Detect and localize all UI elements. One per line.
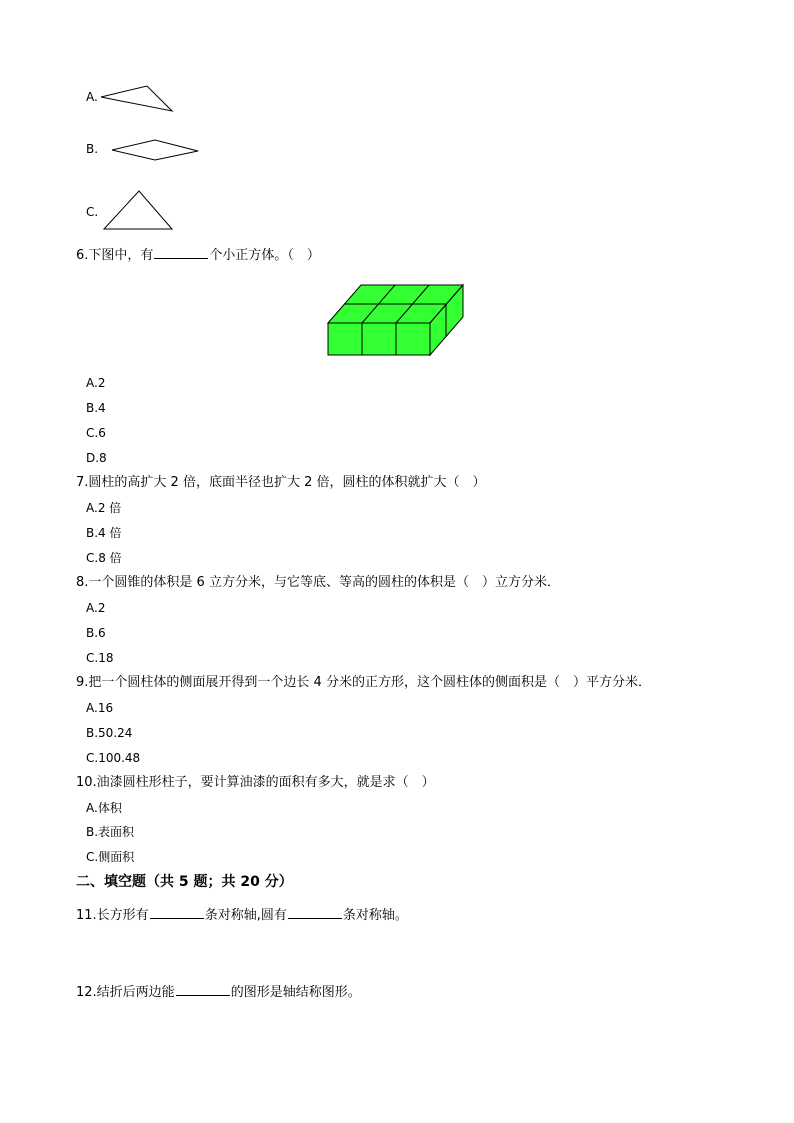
question-12-part1: 12.结折后两边能 <box>76 985 175 1000</box>
q6-option-a[interactable]: A.2 <box>86 376 106 390</box>
question-10: 10.油漆圆柱形柱子，要计算油漆的面积有多大，就是求（ ） <box>76 775 435 790</box>
q10-option-b[interactable]: B.表面积 <box>86 825 135 839</box>
q7-option-c[interactable]: C.8 倍 <box>86 551 122 565</box>
question-6-suffix: 个小正方体。（ ） <box>209 248 320 263</box>
question-6-prefix: 6.下图中，有 <box>76 248 154 263</box>
q10-option-a[interactable]: A.体积 <box>86 801 122 815</box>
q8-option-a[interactable]: A.2 <box>86 601 106 615</box>
q10-option-c[interactable]: C.侧面积 <box>86 850 135 864</box>
q7-option-a[interactable]: A.2 倍 <box>86 501 122 515</box>
question-12-part2: 的图形是轴结称图形。 <box>230 985 361 1000</box>
option-c-label[interactable]: C. <box>86 205 99 219</box>
question-11 <box>76 906 408 925</box>
question-11-part1: 11.长方形有 <box>76 908 149 923</box>
q6-option-d[interactable]: D.8 <box>86 451 107 465</box>
q6-option-b[interactable]: B.4 <box>86 401 106 415</box>
option-a-label[interactable]: A. <box>86 90 98 104</box>
q9-option-b[interactable]: B.50.24 <box>86 726 133 740</box>
q6-option-c[interactable]: C.6 <box>86 426 106 440</box>
q8-option-c[interactable]: C.18 <box>86 651 114 665</box>
answer-blank[interactable] <box>176 983 230 996</box>
question-11-part2: 条对称轴,圆有 <box>204 908 287 923</box>
question-8: 8.一个圆锥的体积是 6 立方分米，与它等底、等高的圆柱的体积是（ ）立方分米． <box>76 575 560 590</box>
answer-blank[interactable] <box>288 906 342 919</box>
question-12 <box>76 983 361 1002</box>
answer-blank[interactable] <box>150 906 204 919</box>
section-title: 二、填空题（共 5 题；共 20 分） <box>76 874 293 890</box>
q7-option-b[interactable]: B.4 倍 <box>86 526 122 540</box>
option-b-label[interactable]: B. <box>86 142 99 156</box>
question-7: 7.圆柱的高扩大 2 倍，底面半径也扩大 2 倍，圆柱的体积就扩大（ ） <box>76 475 486 490</box>
q9-option-a[interactable]: A.16 <box>86 701 114 715</box>
q9-option-c[interactable]: C.100.48 <box>86 751 141 765</box>
question-9: 9.把一个圆柱体的侧面展开得到一个边长 4 分米的正方形，这个圆柱体的侧面积是（ ）平方分米． <box>76 675 651 690</box>
q8-option-b[interactable]: B.6 <box>86 626 106 640</box>
question-11-part3: 条对称轴。 <box>342 908 408 923</box>
